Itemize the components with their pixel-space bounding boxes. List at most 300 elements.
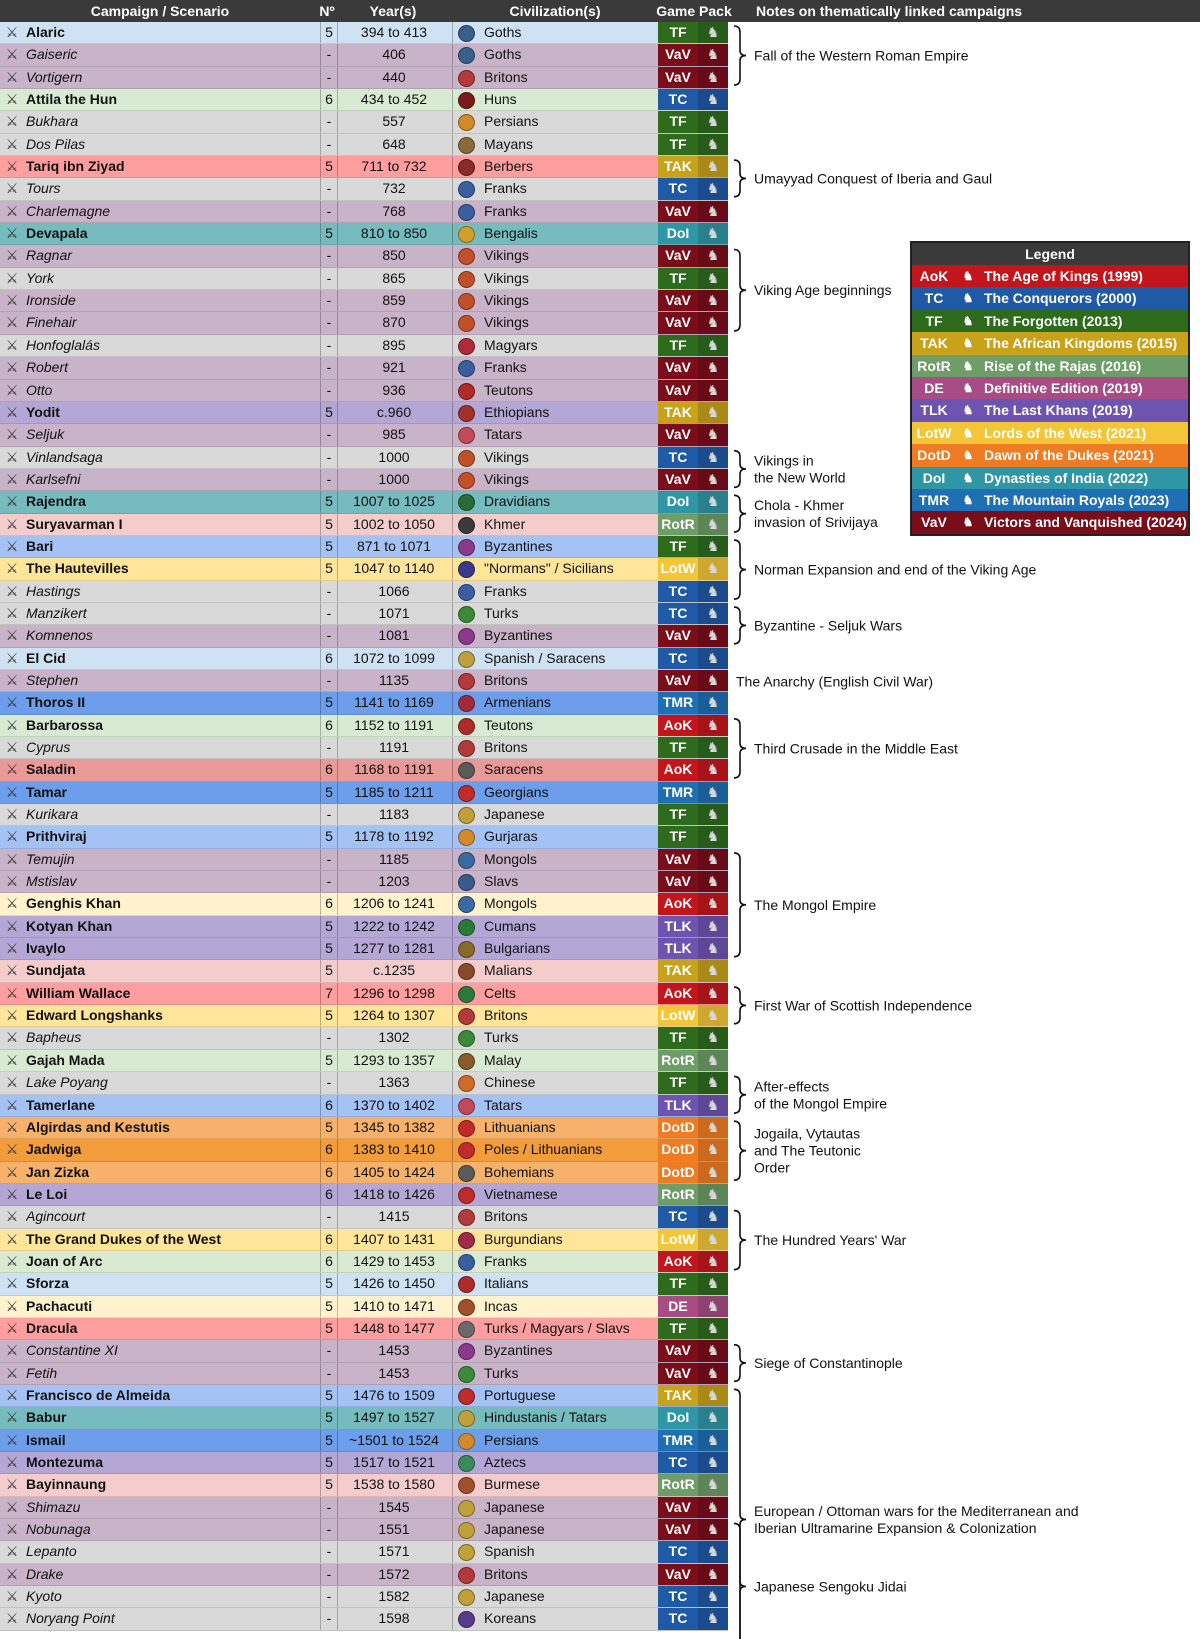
table-row [0,134,728,156]
campaign-years: 1178 to 1192 [337,826,450,847]
campaign-icon: ⚔ [5,1610,19,1627]
table-row [0,1229,728,1251]
civilization-name: Britons [484,1565,528,1582]
civilization-emblem-icon [452,1072,479,1093]
campaign-name: Rajendra [26,493,86,510]
game-pack-badge: VaV [658,1363,698,1384]
civilization-emblem-icon [452,960,479,981]
note-text: After-effects of the Mongol Empire [754,1078,888,1112]
civilization-emblem-icon [452,871,479,892]
game-pack-badge: AoK [658,893,698,914]
campaign-number: - [320,178,337,199]
note-text: The Mongol Empire [754,896,877,913]
legend-name: Definitive Edition (2019) [984,379,1143,396]
civilization-emblem-icon [452,692,479,713]
campaign-years: 1002 to 1050 [337,514,450,535]
campaign-name: Genghis Khan [26,895,121,912]
campaign-icon: ⚔ [5,739,19,755]
civilization-name: Teutons [484,716,534,733]
table-row [0,938,728,960]
civilization-name: Mayans [484,135,534,152]
game-pack-badge: TMR [658,1430,698,1451]
legend-pack-icon: ♞ [962,380,974,395]
note-text: The Anarchy (English Civil War) [736,673,934,690]
table-row [0,89,728,111]
campaign-name: Lepanto [26,1543,77,1560]
campaign-icon: ⚔ [5,426,19,443]
game-pack-icon: ♞ [698,514,728,535]
civilization-emblem-icon [452,491,479,512]
emblem-icon [458,1232,475,1249]
game-pack-badge: VaV [658,1340,698,1361]
campaign-name: Noryang Point [26,1610,115,1627]
campaign-icon: ⚔ [5,783,19,800]
campaign-years: 1071 [337,603,450,624]
civilization-name: Japanese [484,1588,545,1605]
civilization-name: Britons [484,1208,528,1225]
campaign-icon: ⚔ [5,1521,19,1538]
campaign-years: 1191 [337,737,450,758]
game-pack-icon: ♞ [698,849,728,870]
civilization-name: Burmese [484,1476,541,1493]
campaign-number: 6 [320,893,337,914]
civilization-emblem-icon [452,178,479,199]
game-pack-icon: ♞ [698,782,728,803]
emblem-icon [458,1142,475,1159]
campaign-number: - [320,424,337,445]
civilization-name: Vikings [484,470,529,487]
civilization-emblem-icon [452,514,479,535]
campaign-years: 865 [337,268,450,289]
civilization-emblem-icon [452,1452,479,1473]
civilization-emblem-icon [452,111,479,132]
legend-abbr: TAK [920,335,948,352]
campaign-name: Francisco de Almeida [26,1386,171,1403]
game-pack-icon: ♞ [698,1430,728,1451]
civilization-emblem-icon [452,1050,479,1071]
table-row [0,1541,728,1563]
campaign-number: - [320,581,337,602]
table-row [0,447,728,469]
campaign-years: 1185 [337,849,450,870]
table-row [0,111,728,133]
game-pack-badge: TC [658,581,698,602]
civilization-name: Incas [484,1297,518,1314]
campaign-years: 859 [337,290,450,311]
game-pack-icon: ♞ [698,1474,728,1495]
campaign-icon: ⚔ [5,225,19,242]
civilization-emblem-icon [452,1407,479,1428]
campaign-icon: ⚔ [5,1409,19,1426]
civilization-name: Huns [484,91,517,108]
campaign-icon: ⚔ [5,448,19,465]
table-row [0,201,728,223]
campaign-name: Tamerlane [26,1096,95,1113]
game-pack-badge: TC [658,603,698,624]
game-pack-badge: VaV [658,201,698,222]
game-pack-icon: ♞ [698,402,728,423]
legend-abbr: TMR [918,491,950,508]
campaign-name: Joan of Arc [26,1252,103,1269]
campaign-name: Thoros II [26,694,86,711]
game-pack-badge: TF [658,536,698,557]
campaign-years: 1582 [337,1586,450,1607]
campaign-years: 557 [337,111,450,132]
campaign-name: Mstislav [26,873,77,890]
campaign-years: 895 [337,335,450,356]
civilization-emblem-icon [452,938,479,959]
table-row [0,581,728,603]
game-pack-badge: AoK [658,715,698,736]
campaign-number: - [320,1564,337,1585]
campaign-number: 5 [320,1050,337,1071]
civilization-name: Chinese [484,1074,536,1091]
campaign-number: - [320,447,337,468]
campaign-icon: ⚔ [5,470,19,487]
game-pack-icon: ♞ [698,1586,728,1607]
emblem-icon [458,114,475,131]
campaign-number: - [320,849,337,870]
campaign-years: 648 [337,134,450,155]
campaign-icon: ⚔ [5,917,19,934]
campaign-years: 871 to 1071 [337,536,450,557]
civilization-name: Lithuanians [484,1118,556,1135]
table-row [0,491,728,513]
emblem-icon [458,517,475,534]
civilization-emblem-icon [452,1095,479,1116]
civilization-name: Burgundians [484,1230,563,1247]
game-pack-badge: VaV [658,67,698,88]
game-pack-icon: ♞ [698,893,728,914]
table-row [0,1430,728,1452]
campaign-years: 985 [337,424,450,445]
campaign-years: 440 [337,67,450,88]
campaign-name: Cyprus [26,739,71,755]
table-row [0,1027,728,1049]
campaign-number: - [320,737,337,758]
civilization-name: Britons [484,68,528,85]
note-text: Umayyad Conquest of Iberia and Gaul [754,170,993,187]
civilization-emblem-icon [452,1318,479,1339]
civilization-emblem-icon [452,804,479,825]
campaign-icon: ⚔ [5,113,19,130]
note-brace [734,540,746,599]
campaign-number: - [320,357,337,378]
campaign-number: 5 [320,1452,337,1473]
game-pack-badge: RotR [658,514,698,535]
table-row [0,826,728,848]
emblem-icon [458,1030,475,1047]
campaign-name: Tamar [26,783,67,800]
game-pack-badge: TLK [658,938,698,959]
campaign-icon: ⚔ [5,314,19,331]
note-text: Byzantine - Seljuk Wars [754,617,903,634]
table-row [0,1452,728,1474]
legend-pack-icon: ♞ [962,492,974,507]
game-pack-icon: ♞ [698,223,728,244]
campaign-years: 1476 to 1509 [337,1385,450,1406]
table-row [0,692,728,714]
campaign-icon: ⚔ [5,716,19,733]
campaign-icon: ⚔ [5,1007,19,1024]
civilization-name: Britons [484,739,528,755]
campaign-icon: ⚔ [5,1588,19,1605]
campaign-years: 1383 to 1410 [337,1139,450,1160]
table-row [0,1564,728,1586]
game-pack-icon: ♞ [698,804,728,825]
campaign-years: 1141 to 1169 [337,692,450,713]
game-pack-icon: ♞ [698,245,728,266]
game-pack-icon: ♞ [698,558,728,579]
campaign-name: Kotyan Khan [26,917,113,934]
campaign-number: - [320,245,337,266]
civilization-emblem-icon [452,1117,479,1138]
civilization-name: Vikings [484,269,529,286]
campaign-icon: ⚔ [5,694,19,711]
game-pack-icon: ♞ [698,1251,728,1272]
campaign-icon: ⚔ [5,1565,19,1582]
legend-pack-icon: ♞ [962,269,974,283]
game-pack-badge: VaV [658,44,698,65]
table-row [0,1296,728,1318]
campaign-icon: ⚔ [5,180,19,197]
legend-abbr: LotW [916,424,952,441]
campaign-number: 5 [320,536,337,557]
campaign-number: - [320,1519,337,1540]
campaign-icon: ⚔ [5,1386,19,1403]
legend-item [912,310,1188,332]
game-pack-icon: ♞ [698,1452,728,1473]
campaign-number: 6 [320,1162,337,1183]
civilization-name: Spanish / Saracens [484,649,606,666]
emblem-icon [458,651,475,668]
game-pack-badge: TC [658,1608,698,1629]
campaign-name: Karlsefni [26,470,81,487]
game-pack-icon: ♞ [698,1318,728,1339]
civilization-emblem-icon [452,983,479,1004]
campaign-icon: ⚔ [5,984,19,1001]
table-header [0,0,1200,22]
emblem-icon [458,1410,475,1427]
campaign-number: 6 [320,1251,337,1272]
game-pack-badge: VaV [658,1497,698,1518]
campaign-number: - [320,1497,337,1518]
game-pack-icon: ♞ [698,1206,728,1227]
campaign-icon: ⚔ [5,1051,19,1068]
campaign-number: - [320,603,337,624]
game-pack-icon: ♞ [698,1095,728,1116]
civilization-name: Byzantines [484,537,553,554]
game-pack-badge: DotD [658,1139,698,1160]
table-row [0,1318,728,1340]
game-pack-badge: VaV [658,871,698,892]
legend-name: The Conquerors (2000) [984,290,1137,307]
legend-pack-icon: ♞ [962,336,974,351]
emblem-icon [458,1455,475,1472]
campaign-name: Kurikara [26,806,79,823]
game-pack-badge: LotW [658,1005,698,1026]
emblem-icon [458,1321,475,1338]
campaign-years: 1277 to 1281 [337,938,450,959]
civilization-name: Aztecs [484,1454,527,1470]
table-row [0,960,728,982]
campaign-name: Sundjata [26,962,86,979]
campaign-number: 5 [320,156,337,177]
game-pack-badge: TF [658,22,698,43]
campaign-name: Bayinnaung [26,1476,107,1493]
emblem-icon [458,1120,475,1137]
game-pack-badge: TF [658,1072,698,1093]
table-row [0,1072,728,1094]
legend-name: The Mountain Royals (2023) [984,491,1170,508]
campaign-icon: ⚔ [5,940,19,957]
civilization-name: Malay [484,1051,522,1068]
campaign-name: Devapala [26,225,88,242]
campaign-name: Seljuk [26,426,65,443]
campaign-name: The Hautevilles [26,560,129,577]
civilization-emblem-icon [452,424,479,445]
campaign-name: Vinlandsaga [26,448,103,465]
campaign-icon: ⚔ [5,1185,19,1202]
note-brace [734,451,746,488]
game-pack-badge: TF [658,134,698,155]
game-pack-badge: VaV [658,312,698,333]
campaign-number: - [320,134,337,155]
legend-item [912,489,1188,511]
game-pack-icon: ♞ [698,1407,728,1428]
game-pack-badge: TC [658,1206,698,1227]
table-row [0,849,728,871]
civilization-name: Tatars [484,426,523,443]
campaign-years: 1206 to 1241 [337,893,450,914]
campaign-name: Gajah Mada [26,1051,105,1068]
game-pack-badge: DoI [658,1407,698,1428]
civilization-name: Bulgarians [484,940,551,957]
campaign-name: Dracula [26,1319,78,1336]
campaign-name: Yodit [26,403,60,420]
civilization-emblem-icon [452,268,479,289]
legend-item [912,399,1188,421]
emblem-icon [458,271,475,288]
civilization-emblem-icon [452,1229,479,1250]
campaign-name: Vortigern [26,68,83,85]
game-pack-badge: RotR [658,1474,698,1495]
legend-pack-icon: ♞ [962,470,974,485]
game-pack-icon: ♞ [698,1564,728,1585]
campaign-years: 1183 [337,804,450,825]
civilization-name: Byzantines [484,1342,553,1359]
legend-pack-icon: ♞ [962,291,974,306]
game-pack-icon: ♞ [698,1273,728,1294]
campaign-years: 434 to 452 [337,89,450,110]
emblem-icon [458,450,475,467]
game-pack-badge: DoI [658,491,698,512]
civilization-emblem-icon [452,469,479,490]
campaign-years: 936 [337,380,450,401]
emblem-icon [458,1343,475,1360]
game-pack-icon: ♞ [698,201,728,222]
note-brace [734,987,746,1024]
civilization-emblem-icon [452,312,479,333]
civilization-emblem-icon [452,916,479,937]
table-row [0,1005,728,1027]
campaign-name: Sforza [26,1275,69,1292]
campaign-name: Tours [26,180,61,197]
emblem-icon [458,1254,475,1271]
game-pack-badge: TAK [658,960,698,981]
civilization-emblem-icon [452,447,479,468]
emblem-icon [458,204,475,221]
campaign-name: Temujin [26,850,75,867]
campaign-number: - [320,1072,337,1093]
campaign-icon: ⚔ [5,1342,19,1359]
campaign-name: Barbarossa [26,716,104,733]
civilization-emblem-icon [452,1340,479,1361]
game-pack-badge: TMR [658,782,698,803]
emblem-icon [458,1187,475,1204]
legend-name: The Forgotten (2013) [984,312,1123,329]
table-row [0,22,728,44]
game-pack-icon: ♞ [698,625,728,646]
note-text: Siege of Constantinople [754,1355,903,1371]
note-text: Norman Expansion and end of the Viking Age [754,561,1037,578]
campaign-icon: ⚔ [5,806,19,823]
game-pack-icon: ♞ [698,648,728,669]
table-row [0,648,728,670]
campaign-number: 5 [320,1296,337,1317]
campaign-icon: ⚔ [5,202,19,219]
campaign-years: 1345 to 1382 [337,1117,450,1138]
campaign-years: 1302 [337,1027,450,1048]
campaign-name: The Grand Dukes of the West [26,1230,221,1247]
game-pack-badge: TAK [658,1385,698,1406]
game-pack-icon: ♞ [698,178,728,199]
campaign-years: 1551 [337,1519,450,1540]
emblem-icon [458,1075,475,1092]
legend-pack-icon: ♞ [962,448,974,463]
emblem-icon [458,494,475,511]
emblem-icon [458,606,475,623]
campaign-years: 1135 [337,670,450,691]
campaign-number: - [320,1340,337,1361]
civilization-name: Goths [484,24,522,40]
campaign-number: 6 [320,1184,337,1205]
legend-name: The Age of Kings (1999) [984,268,1143,284]
game-pack-icon: ♞ [698,715,728,736]
campaign-name: Tariq ibn Ziyad [26,158,125,175]
table-row [0,1497,728,1519]
campaign-icon: ⚔ [5,269,19,286]
emblem-icon [458,293,475,310]
legend-abbr: DoI [922,469,946,486]
campaign-number: 6 [320,1095,337,1116]
legend-item [912,287,1188,309]
campaign-number: - [320,625,337,646]
emblem-icon [458,70,475,87]
civilization-name: Japanese [484,806,545,823]
civilization-emblem-icon [452,1296,479,1317]
campaign-name: Stephen [26,671,79,688]
game-pack-icon: ♞ [698,290,728,311]
civilization-emblem-icon [452,1564,479,1585]
campaign-number: 5 [320,1273,337,1294]
game-pack-icon: ♞ [698,380,728,401]
campaign-icon: ⚔ [5,895,19,912]
campaign-name: Lake Poyang [26,1074,108,1091]
game-pack-icon: ♞ [698,89,728,110]
campaign-name: El Cid [26,649,66,666]
civilization-name: Japanese [484,1498,545,1515]
